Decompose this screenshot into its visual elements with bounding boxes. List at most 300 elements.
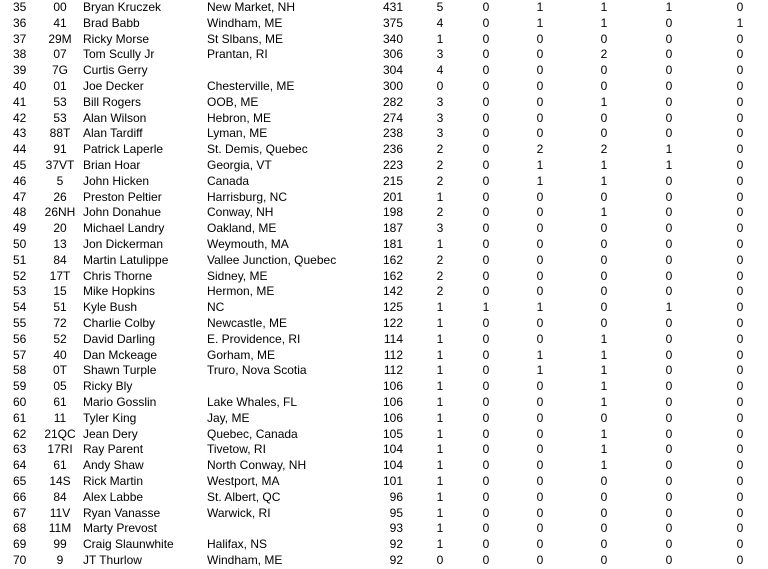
table-row — [0, 95, 768, 111]
points-cell: 105 — [382, 426, 403, 441]
stat-col-4-cell: 2 — [600, 142, 608, 157]
table-row — [0, 142, 768, 158]
car-number-cell: 13 — [53, 236, 67, 251]
hometown-cell: OOB, ME — [207, 94, 259, 109]
stat-col-3-cell: 0 — [536, 110, 544, 125]
stat-col-5-cell: 0 — [665, 205, 673, 220]
position-cell: 36 — [13, 15, 27, 30]
stat-col-4-cell: 1 — [600, 363, 608, 378]
stat-col-4-cell: 0 — [600, 315, 608, 330]
car-number-cell: 17T — [49, 268, 71, 283]
stat-col-3-cell: 2 — [536, 142, 544, 157]
stat-col-2-cell: 0 — [482, 236, 490, 251]
car-number-cell: 05 — [53, 379, 67, 394]
position-cell: 39 — [13, 63, 27, 78]
position-cell: 59 — [13, 379, 27, 394]
driver-name-cell: Ryan Vanasse — [83, 505, 161, 520]
table-row — [0, 190, 768, 206]
points-cell: 187 — [382, 221, 403, 236]
stat-col-5-cell: 0 — [665, 410, 673, 425]
driver-name-cell: Ray Parent — [83, 442, 144, 457]
hometown-cell: Truro, Nova Scotia — [207, 363, 307, 378]
car-number-cell: 26 — [53, 189, 67, 204]
table-row — [0, 126, 768, 142]
stat-col-3-cell: 0 — [536, 331, 544, 346]
stat-col-1-cell: 2 — [436, 173, 444, 188]
points-cell: 95 — [389, 505, 403, 520]
hometown-cell: Vallee Junction, Quebec — [207, 252, 337, 267]
hometown-cell: Windham, ME — [207, 15, 283, 30]
stat-col-6-cell: 0 — [736, 426, 744, 441]
stat-col-5-cell: 0 — [665, 505, 673, 520]
stat-col-2-cell: 0 — [482, 205, 490, 220]
car-number-cell: 61 — [53, 458, 67, 473]
stat-col-2-cell: 0 — [482, 442, 490, 457]
table-row — [0, 411, 768, 427]
stat-col-6-cell: 0 — [736, 142, 744, 157]
stat-col-6-cell: 1 — [736, 15, 744, 30]
stat-col-3-cell: 0 — [536, 221, 544, 236]
stat-col-3-cell: 1 — [536, 157, 544, 172]
stat-col-3-cell: 0 — [536, 379, 544, 394]
car-number-cell: 9 — [56, 552, 64, 567]
table-row — [0, 158, 768, 174]
table-row — [0, 474, 768, 490]
hometown-cell: Georgia, VT — [207, 157, 272, 172]
stat-col-3-cell: 0 — [536, 489, 544, 504]
position-cell: 46 — [13, 173, 27, 188]
points-cell: 431 — [382, 0, 403, 14]
stat-col-4-cell: 1 — [600, 394, 608, 409]
points-cell: 114 — [383, 331, 403, 346]
stat-col-4-cell: 0 — [600, 31, 608, 46]
driver-name-cell: Alan Wilson — [83, 110, 147, 125]
stat-col-4-cell: 0 — [600, 221, 608, 236]
table-row — [0, 442, 768, 458]
stat-col-3-cell: 1 — [536, 300, 544, 315]
hometown-cell: Jay, ME — [207, 410, 250, 425]
stat-col-2-cell: 0 — [482, 284, 490, 299]
table-row — [0, 47, 768, 63]
stat-col-6-cell: 0 — [736, 173, 744, 188]
table-row — [0, 332, 768, 348]
stat-col-1-cell: 1 — [436, 236, 444, 251]
table-row — [0, 174, 768, 190]
table-row — [0, 427, 768, 443]
stat-col-6-cell: 0 — [736, 410, 744, 425]
stat-col-3-cell: 0 — [536, 473, 544, 488]
stat-col-6-cell: 0 — [736, 252, 744, 267]
stat-col-5-cell: 0 — [665, 537, 673, 552]
position-cell: 63 — [13, 442, 27, 457]
position-cell: 66 — [13, 489, 27, 504]
stat-col-1-cell: 1 — [436, 300, 444, 315]
stat-col-2-cell: 0 — [482, 331, 490, 346]
hometown-cell: Harrisburg, NC — [207, 189, 288, 204]
stat-col-5-cell: 0 — [665, 94, 673, 109]
stat-col-6-cell: 0 — [736, 473, 744, 488]
points-cell: 181 — [382, 236, 403, 251]
stat-col-2-cell: 1 — [482, 300, 490, 315]
table-row — [0, 379, 768, 395]
position-cell: 44 — [13, 142, 27, 157]
stat-col-1-cell: 1 — [436, 394, 444, 409]
position-cell: 56 — [13, 331, 27, 346]
stat-col-6-cell: 0 — [736, 331, 744, 346]
stat-col-3-cell: 1 — [536, 173, 544, 188]
points-cell: 142 — [382, 284, 403, 299]
stat-col-6-cell: 0 — [736, 126, 744, 141]
stat-col-3-cell: 0 — [536, 521, 544, 536]
position-cell: 60 — [13, 394, 27, 409]
stat-col-3-cell: 0 — [536, 410, 544, 425]
table-row — [0, 458, 768, 474]
car-number-cell: 11 — [53, 410, 67, 425]
driver-name-cell: Ricky Bly — [83, 379, 133, 394]
stat-col-4-cell: 0 — [600, 552, 608, 567]
stat-col-4-cell: 0 — [600, 537, 608, 552]
table-row — [0, 111, 768, 127]
stat-col-1-cell: 3 — [436, 126, 444, 141]
stat-col-3-cell: 0 — [536, 47, 544, 62]
points-cell: 93 — [389, 521, 403, 536]
position-cell: 38 — [13, 47, 27, 62]
table-row — [0, 348, 768, 364]
stat-col-1-cell: 2 — [436, 142, 444, 157]
stat-col-5-cell: 0 — [665, 379, 673, 394]
stat-col-3-cell: 0 — [536, 284, 544, 299]
car-number-cell: 7G — [51, 63, 68, 78]
stat-col-3-cell: 0 — [536, 126, 544, 141]
stat-col-2-cell: 0 — [482, 458, 490, 473]
stat-col-1-cell: 3 — [436, 221, 444, 236]
stat-col-4-cell: 0 — [600, 505, 608, 520]
points-cell: 122 — [382, 315, 403, 330]
stat-col-4-cell: 1 — [600, 157, 608, 172]
points-cell: 375 — [382, 15, 403, 30]
stat-col-6-cell: 0 — [736, 552, 744, 567]
stat-col-5-cell: 0 — [665, 47, 673, 62]
table-row — [0, 537, 768, 553]
stat-col-6-cell: 0 — [736, 489, 744, 504]
stat-col-2-cell: 0 — [482, 15, 490, 30]
stat-col-3-cell: 0 — [536, 63, 544, 78]
hometown-cell: Chesterville, ME — [207, 78, 295, 93]
stat-col-1-cell: 1 — [436, 537, 444, 552]
stat-col-2-cell: 0 — [482, 157, 490, 172]
table-row — [0, 490, 768, 506]
points-cell: 282 — [382, 94, 403, 109]
stat-col-4-cell: 1 — [600, 15, 608, 30]
car-number-cell: 11M — [48, 521, 72, 536]
stat-col-6-cell: 0 — [736, 63, 744, 78]
stat-col-4-cell: 1 — [600, 331, 608, 346]
driver-name-cell: Alan Tardiff — [83, 126, 143, 141]
points-cell: 223 — [382, 157, 403, 172]
points-cell: 274 — [382, 110, 403, 125]
stat-col-4-cell: 1 — [600, 442, 608, 457]
stat-col-2-cell: 0 — [482, 315, 490, 330]
stat-col-2-cell: 0 — [482, 0, 490, 14]
stat-col-5-cell: 0 — [665, 489, 673, 504]
stat-col-2-cell: 0 — [482, 78, 490, 93]
hometown-cell: E. Providence, RI — [207, 331, 301, 346]
stat-col-4-cell: 1 — [600, 458, 608, 473]
driver-name-cell: Craig Slaunwhite — [83, 537, 174, 552]
stat-col-6-cell: 0 — [736, 442, 744, 457]
stat-col-1-cell: 2 — [436, 252, 444, 267]
driver-name-cell: Dan Mckeage — [83, 347, 158, 362]
points-cell: 215 — [382, 173, 403, 188]
stat-col-2-cell: 0 — [482, 426, 490, 441]
stat-col-2-cell: 0 — [482, 63, 490, 78]
stat-col-2-cell: 0 — [482, 142, 490, 157]
stat-col-5-cell: 0 — [665, 189, 673, 204]
stat-col-5-cell: 0 — [665, 236, 673, 251]
stat-col-6-cell: 0 — [736, 205, 744, 220]
stat-col-3-cell: 0 — [536, 94, 544, 109]
driver-name-cell: Alex Labbe — [83, 489, 144, 504]
stat-col-5-cell: 0 — [665, 31, 673, 46]
stat-col-1-cell: 1 — [436, 331, 444, 346]
stat-col-6-cell: 0 — [736, 458, 744, 473]
stat-col-1-cell: 2 — [436, 205, 444, 220]
stat-col-4-cell: 0 — [600, 78, 608, 93]
car-number-cell: 52 — [53, 331, 67, 346]
points-cell: 112 — [383, 347, 403, 362]
stat-col-4-cell: 1 — [600, 173, 608, 188]
car-number-cell: 41 — [53, 15, 67, 30]
stat-col-1-cell: 1 — [436, 473, 444, 488]
stat-col-4-cell: 0 — [600, 252, 608, 267]
driver-name-cell: David Darling — [83, 331, 156, 346]
hometown-cell: Windham, ME — [207, 552, 283, 567]
stat-col-6-cell: 0 — [736, 537, 744, 552]
stat-col-2-cell: 0 — [482, 31, 490, 46]
stat-col-5-cell: 0 — [665, 442, 673, 457]
table-row — [0, 300, 768, 316]
stat-col-4-cell: 0 — [600, 110, 608, 125]
points-cell: 162 — [382, 268, 403, 283]
driver-name-cell: Bill Rogers — [83, 94, 142, 109]
car-number-cell: 00 — [53, 0, 67, 14]
table-row — [0, 16, 768, 32]
stat-col-4-cell: 0 — [600, 236, 608, 251]
stat-col-3-cell: 0 — [536, 552, 544, 567]
stat-col-4-cell: 1 — [600, 426, 608, 441]
stat-col-3-cell: 0 — [536, 315, 544, 330]
stat-col-3-cell: 0 — [536, 442, 544, 457]
position-cell: 35 — [13, 0, 27, 14]
driver-name-cell: Preston Peltier — [83, 189, 162, 204]
stat-col-4-cell: 0 — [600, 284, 608, 299]
stat-col-1-cell: 4 — [436, 63, 444, 78]
car-number-cell: 0T — [52, 363, 67, 378]
stat-col-1-cell: 0 — [436, 552, 444, 567]
stat-col-4-cell: 1 — [600, 205, 608, 220]
table-row — [0, 63, 768, 79]
position-cell: 64 — [13, 458, 27, 473]
car-number-cell: 51 — [53, 300, 67, 315]
stat-col-1-cell: 1 — [436, 379, 444, 394]
stat-col-6-cell: 0 — [736, 78, 744, 93]
stat-col-5-cell: 0 — [665, 126, 673, 141]
table-row — [0, 237, 768, 253]
driver-name-cell: Shawn Turple — [83, 363, 157, 378]
stat-col-1-cell: 1 — [436, 315, 444, 330]
stat-col-6-cell: 0 — [736, 268, 744, 283]
stat-col-2-cell: 0 — [482, 363, 490, 378]
stat-col-1-cell: 1 — [436, 426, 444, 441]
driver-name-cell: Rick Martin — [83, 473, 144, 488]
points-cell: 104 — [382, 442, 403, 457]
points-cell: 92 — [389, 552, 403, 567]
position-cell: 70 — [13, 552, 27, 567]
stat-col-2-cell: 0 — [482, 126, 490, 141]
car-number-cell: 29M — [48, 31, 72, 46]
stat-col-4-cell: 2 — [600, 47, 608, 62]
car-number-cell: 26NH — [44, 205, 76, 220]
stat-col-3-cell: 0 — [536, 394, 544, 409]
points-cell: 162 — [382, 252, 403, 267]
stat-col-5-cell: 0 — [665, 521, 673, 536]
hometown-cell: NC — [207, 300, 225, 315]
stat-col-5-cell: 0 — [665, 252, 673, 267]
table-row — [0, 0, 768, 16]
stat-col-2-cell: 0 — [482, 521, 490, 536]
stat-col-5-cell: 0 — [665, 347, 673, 362]
car-number-cell: 01 — [53, 78, 67, 93]
stat-col-5-cell: 0 — [665, 173, 673, 188]
table-row — [0, 253, 768, 269]
stat-col-3-cell: 0 — [536, 505, 544, 520]
car-number-cell: 91 — [53, 142, 67, 157]
stat-col-5-cell: 0 — [665, 363, 673, 378]
car-number-cell: 99 — [53, 537, 67, 552]
points-cell: 112 — [383, 363, 403, 378]
driver-name-cell: Marty Prevost — [83, 521, 158, 536]
driver-name-cell: John Hicken — [83, 173, 150, 188]
stat-col-2-cell: 0 — [482, 189, 490, 204]
stat-col-1-cell: 1 — [436, 458, 444, 473]
stat-col-3-cell: 1 — [536, 363, 544, 378]
hometown-cell: Gorham, ME — [207, 347, 276, 362]
driver-name-cell: Ricky Morse — [83, 31, 150, 46]
table-row — [0, 269, 768, 285]
driver-name-cell: Tyler King — [83, 410, 137, 425]
stat-col-5-cell: 0 — [665, 78, 673, 93]
points-cell: 92 — [389, 537, 403, 552]
hometown-cell: Halifax, NS — [207, 537, 268, 552]
car-number-cell: 53 — [53, 110, 67, 125]
car-number-cell: 88T — [49, 126, 71, 141]
position-cell: 57 — [13, 347, 27, 362]
stat-col-6-cell: 0 — [736, 236, 744, 251]
stat-col-6-cell: 0 — [736, 505, 744, 520]
table-row — [0, 521, 768, 537]
hometown-cell: Lake Whales, FL — [207, 394, 298, 409]
driver-name-cell: Brad Babb — [83, 15, 140, 30]
stat-col-4-cell: 0 — [600, 300, 608, 315]
position-cell: 52 — [13, 268, 27, 283]
stat-col-3-cell: 0 — [536, 236, 544, 251]
stat-col-6-cell: 0 — [736, 315, 744, 330]
driver-name-cell: Michael Landry — [83, 221, 165, 236]
table-row — [0, 284, 768, 300]
driver-name-cell: Jon Dickerman — [83, 236, 164, 251]
hometown-cell: Hermon, ME — [207, 284, 275, 299]
driver-name-cell: Andy Shaw — [83, 458, 144, 473]
table-row — [0, 316, 768, 332]
points-cell: 300 — [382, 78, 403, 93]
driver-name-cell: Brian Hoar — [83, 157, 141, 172]
hometown-cell: Newcastle, ME — [207, 315, 288, 330]
stat-col-6-cell: 0 — [736, 110, 744, 125]
position-cell: 55 — [13, 315, 27, 330]
hometown-cell: St Slbans, ME — [207, 31, 284, 46]
stat-col-6-cell: 0 — [736, 347, 744, 362]
driver-name-cell: Mike Hopkins — [83, 284, 156, 299]
points-cell: 198 — [382, 205, 403, 220]
stat-col-4-cell: 1 — [600, 347, 608, 362]
stat-col-1-cell: 1 — [436, 347, 444, 362]
driver-name-cell: Curtis Gerry — [83, 63, 148, 78]
hometown-cell: Lyman, ME — [207, 126, 268, 141]
stat-col-2-cell: 0 — [482, 252, 490, 267]
driver-name-cell: Martin Latulippe — [83, 252, 169, 267]
hometown-cell: St. Albert, QC — [207, 489, 281, 504]
stat-col-2-cell: 0 — [482, 47, 490, 62]
position-cell: 68 — [13, 521, 27, 536]
stat-col-2-cell: 0 — [482, 268, 490, 283]
stat-col-1-cell: 2 — [436, 157, 444, 172]
stat-col-6-cell: 0 — [736, 379, 744, 394]
stat-col-2-cell: 0 — [482, 347, 490, 362]
position-cell: 43 — [13, 126, 27, 141]
position-cell: 69 — [13, 537, 27, 552]
stat-col-1-cell: 1 — [436, 521, 444, 536]
hometown-cell: Warwick, RI — [207, 505, 271, 520]
stat-col-4-cell: 0 — [600, 189, 608, 204]
stat-col-5-cell: 0 — [665, 15, 673, 30]
stat-col-2-cell: 0 — [482, 94, 490, 109]
stat-col-3-cell: 1 — [536, 15, 544, 30]
stat-col-2-cell: 0 — [482, 394, 490, 409]
stat-col-6-cell: 0 — [736, 521, 744, 536]
stat-col-5-cell: 0 — [665, 268, 673, 283]
position-cell: 40 — [13, 78, 27, 93]
driver-name-cell: Jean Dery — [83, 426, 138, 441]
driver-name-cell: Tom Scully Jr — [83, 47, 155, 62]
stat-col-1-cell: 1 — [436, 489, 444, 504]
stat-col-6-cell: 0 — [736, 363, 744, 378]
car-number-cell: 84 — [53, 489, 67, 504]
points-cell: 101 — [382, 473, 403, 488]
car-number-cell: 11V — [49, 505, 71, 520]
stat-col-3-cell: 0 — [536, 426, 544, 441]
hometown-cell: Oakland, ME — [207, 221, 277, 236]
stat-col-1-cell: 1 — [436, 505, 444, 520]
table-row — [0, 205, 768, 221]
position-cell: 45 — [13, 157, 27, 172]
stat-col-6-cell: 0 — [736, 300, 744, 315]
hometown-cell: Canada — [207, 173, 250, 188]
driver-name-cell: Kyle Bush — [83, 300, 138, 315]
stat-col-4-cell: 0 — [600, 268, 608, 283]
car-number-cell: 84 — [53, 252, 67, 267]
stat-col-1-cell: 5 — [436, 0, 444, 14]
table-row — [0, 79, 768, 95]
